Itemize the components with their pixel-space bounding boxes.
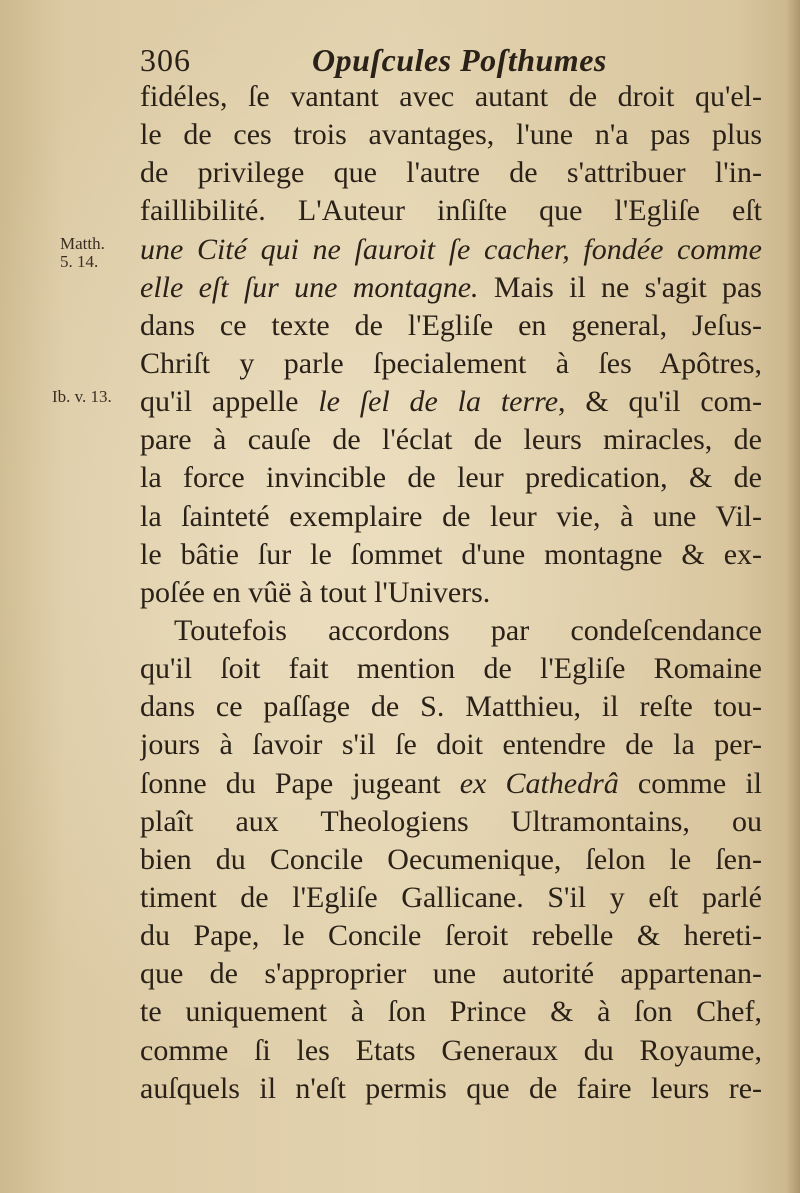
text-line: que de s'approprier une autorité appartenan- [140, 957, 762, 991]
text-line: de privilege que l'autre de s'attribuer l'in- [140, 156, 762, 190]
text-fragment: ſonne du Pape jugeant [140, 766, 441, 800]
italic-quote: ex Cathedrâ [459, 766, 619, 800]
text-fragment: , & qu'il com- [558, 385, 762, 419]
italic-quote: une Cité qui ne ſauroit ſe cacher, fondée comme [140, 232, 762, 266]
text-line: qu'il ſoit fait mention de l'Egliſe Romaine [140, 652, 762, 686]
page-number: 306 [140, 42, 191, 78]
text-fragment: comme il [637, 766, 762, 800]
text-line: jours à ſavoir s'il ſe doit entendre de la per- [140, 728, 762, 762]
paragraph-start-line: Toutefois accordons par condeſcendance [174, 613, 762, 647]
running-title: Opuſcules Poſthumes [312, 42, 607, 78]
text-line: dans ce texte de l'Egliſe en general, Jeſus- [140, 308, 762, 342]
margin-note-matthew-line2: 5. 14. [60, 252, 99, 271]
text-line [140, 269, 762, 307]
text-line: dans ce paſſage de S. Matthieu, il reſte tou- [140, 690, 762, 724]
text-line: poſée en vûë à tout l'Univers. [140, 575, 491, 609]
text-line: pare à cauſe de l'éclat de leurs miracles, de [140, 423, 762, 457]
text-line: le de ces trois avantages, l'une n'a pas plus [140, 118, 762, 152]
margin-note-matthew-line1: Matth. [60, 234, 105, 253]
text-line [140, 231, 762, 269]
text-line: te uniquement à ſon Prince & à ſon Chef, [140, 995, 762, 1029]
text-line: auſquels il n'eſt permis que de faire leurs re- [140, 1071, 762, 1105]
text-line: fidéles, ſe vantant avec autant de droit qu'el- [140, 80, 762, 113]
running-head [140, 42, 760, 82]
margin-note-matthew [60, 235, 105, 271]
body-text [140, 78, 762, 1108]
italic-quote: elle eſt ſur une montagne. [140, 270, 479, 304]
italic-quote: le ſel de la terre [318, 385, 559, 419]
margin-note-ibidem: Ib. v. 13. [52, 387, 112, 406]
text-fragment: Mais il ne s'agit pas [493, 270, 762, 304]
text-line: comme ſi les Etats Generaux du Royaume, [140, 1033, 762, 1067]
text-line: la ſainteté exemplaire de leur vie, à une Vil- [140, 499, 762, 533]
text-line: Chriſt y parle ſpecialement à ſes Apôtres, [140, 346, 762, 380]
text-fragment: qu'il appelle [140, 385, 299, 419]
text-line: bien du Concile Oecumenique, ſelon le ſen- [140, 842, 762, 876]
text-line: timent de l'Egliſe Gallicane. S'il y eſt parlé [140, 880, 762, 914]
text-line: le bâtie ſur le ſommet d'une montagne & ex- [140, 537, 762, 571]
text-line: du Pape, le Concile ſeroit rebelle & hereti- [140, 919, 762, 953]
text-line: plaît aux Theologiens Ultramontains, ou [140, 804, 762, 838]
text-line [140, 765, 762, 803]
text-line: la force invincible de leur predication, & de [140, 461, 762, 495]
text-line [140, 383, 762, 421]
page-edge-shadow [786, 0, 800, 1193]
text-line: faillibilité. L'Auteur inſiſte que l'Egliſe eſt [140, 194, 762, 228]
